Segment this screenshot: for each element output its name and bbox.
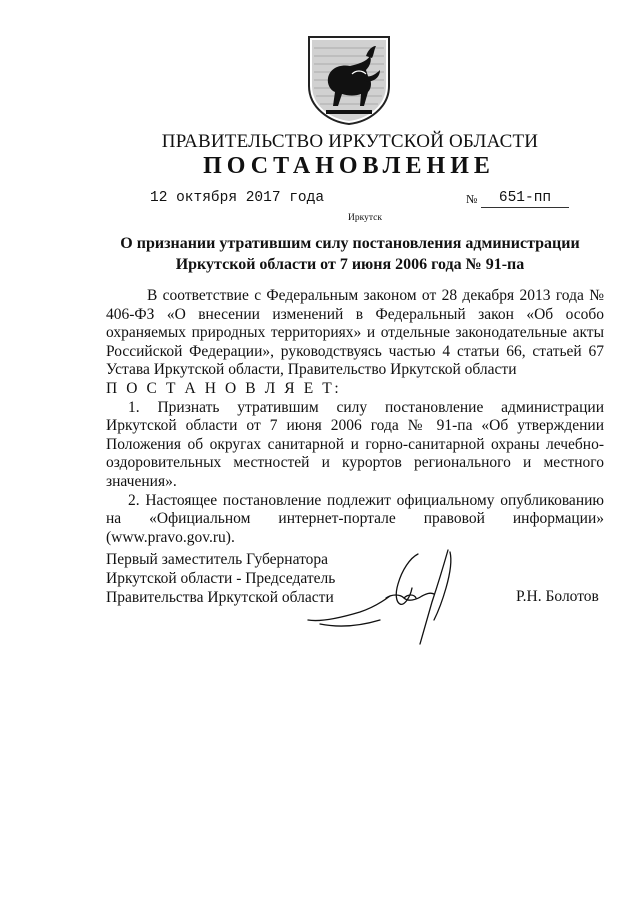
document-type: ПОСТАНОВЛЕНИЕ [203,153,495,179]
signer-position-line-3: Правительства Иркутской области [106,589,334,606]
title-line-1: О признании утратившим силу постановления администрации [120,235,580,252]
handwritten-signature-icon [300,540,480,655]
item-2-paragraph: 2. Настоящее постановление подлежит официальному опубликованию на «Официальном интернет-портале правовой информации» (www.pravo.gov.ru). [106,491,604,546]
document-title [120,233,580,275]
government-name: ПРАВИТЕЛЬСТВО ИРКУТСКОЙ ОБЛАСТИ [161,131,539,152]
coat-of-arms-icon [306,34,392,126]
signer-position-line-1: Первый заместитель Губернатора [106,551,329,568]
document-number: 651-пп [481,190,569,208]
document-body [106,287,604,547]
signee-name: Р.Н. Болотов [516,588,599,605]
number-label: № [466,192,478,206]
preamble-paragraph: В соответствие с Федеральным законом от 28 декабря 2013 года № 406-ФЗ «О внесении изменений в Федеральный закон «Об особо охраняемых природных территориях» и отдельные законодательные акты Российской Федерации», руководствуясь частью 4 статьи 66, статьей 67 Устава Иркутской области, Правительство Иркутской области [106,287,604,379]
city: Иркутск [348,213,382,223]
signer-position-line-2: Иркутской области - Председатель [106,570,336,587]
title-line-2: Иркутской области от 7 июня 2006 года № 91-па [175,256,525,273]
document-date: 12 октября 2017 года [150,190,325,206]
item-1-paragraph: 1. Признать утратившим силу постановление администрации Иркутской области от 7 июня 2006 года № 91-па «Об утверждении Положения об округах санитарной и горно-санитарной охраны лечебно-оздоровительных местностей и курортов регионального и местного значения». [106,398,604,490]
resolves-heading: П О С Т А Н О В Л Я Е Т: [106,379,342,397]
